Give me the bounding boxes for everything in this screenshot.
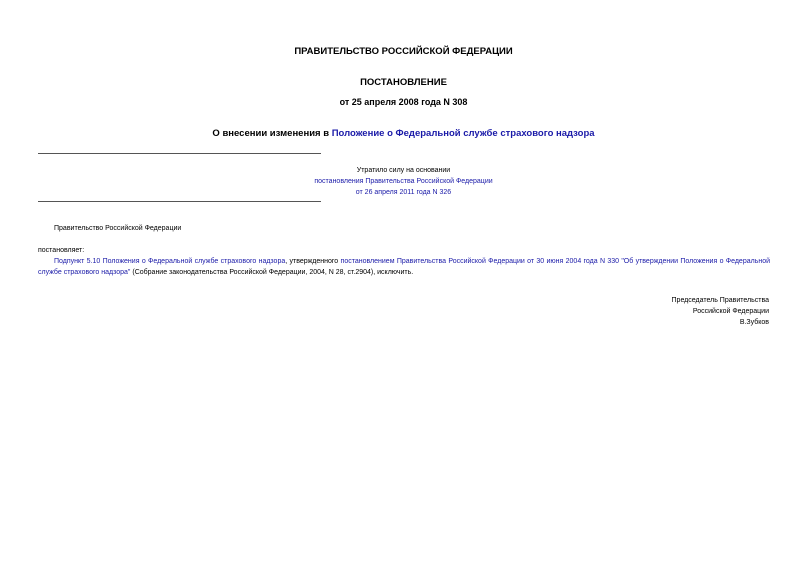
decree-paragraph <box>38 256 770 278</box>
repeal-note-link-decree[interactable]: постановления Правительства Российской Федерации <box>314 178 493 185</box>
resolution-link[interactable]: постановлением Правительства Российской Федерации от 30 июня 2004 года N 330 "Об утверждении Положения о Федеральной службе страхового надзора" <box>38 258 771 276</box>
signature-name: В.Зубков <box>739 319 769 326</box>
subject-prefix: О внесении изменения в <box>212 128 332 139</box>
paragraph-text-1: , утвержденного <box>285 258 341 265</box>
government-line: Правительство Российской Федерации <box>54 225 182 232</box>
government-heading: ПРАВИТЕЛЬСТВО РОССИЙСКОЙ ФЕДЕРАЦИИ <box>294 46 513 57</box>
signature-title-line1: Председатель Правительства <box>671 297 769 304</box>
divider-bottom <box>38 201 321 202</box>
document-type-heading: ПОСТАНОВЛЕНИЕ <box>360 77 447 88</box>
signature-title-line2: Российской Федерации <box>692 308 769 315</box>
decrees-line: постановляет: <box>38 247 85 254</box>
divider-top <box>38 153 321 154</box>
repeal-note-line1: Утратило силу на основании <box>356 167 451 174</box>
subject-link[interactable]: Положение о Федеральной службе страхового надзора <box>331 128 595 139</box>
paragraph-text-2: (Собрание законодательства Российской Федерации, 2004, N 28, ст.2904), исключить. <box>130 269 414 276</box>
document-date-number: от 25 апреля 2008 года N 308 <box>339 97 468 107</box>
document-subject <box>0 128 807 139</box>
subpoint-link[interactable]: Подпункт 5.10 Положения о Федеральной службе страхового надзора <box>54 258 286 265</box>
repeal-note-link-date[interactable]: от 26 апреля 2011 года N 326 <box>355 189 452 196</box>
